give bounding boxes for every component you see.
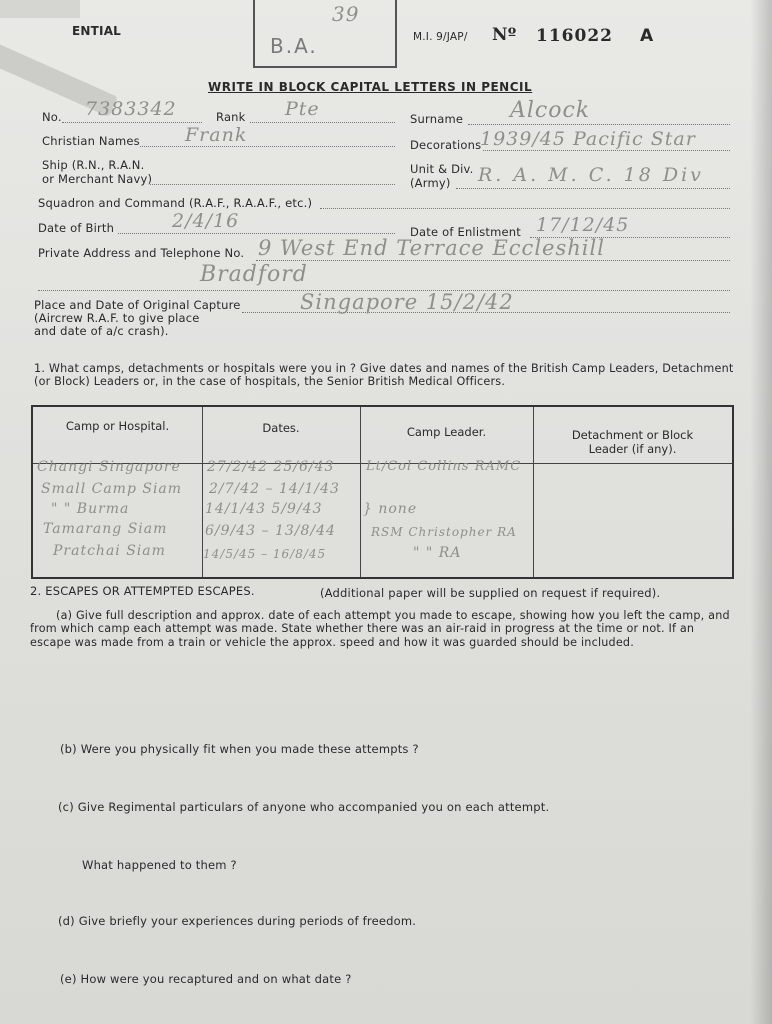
- classification-stamp: ENTIAL: [72, 24, 122, 38]
- page-edge-shadow: [750, 0, 772, 1024]
- enlistment-value: 17/12/45: [536, 214, 630, 236]
- form-code: M.I. 9/JAP/: [413, 31, 468, 43]
- squadron-line: [320, 208, 730, 209]
- unit-value: R. A. M. C. 18 Div: [478, 164, 704, 186]
- header-camp-leader: Camp Leader.: [406, 425, 487, 439]
- table-row: 27/2/42 25/6/43: [207, 459, 335, 475]
- dob-label: Date of Birth: [38, 221, 115, 235]
- address-value-1: 9 West End Terrace Eccleshill: [258, 236, 605, 260]
- box-number: 39: [332, 2, 360, 26]
- ship-line: [150, 184, 395, 185]
- unit-label-1: Unit & Div.: [410, 162, 474, 176]
- table-row: 2/7/42 – 14/1/43: [209, 481, 340, 497]
- dob-line: [118, 233, 395, 234]
- question-2-note: (Additional paper will be supplied on request if required).: [320, 586, 661, 600]
- header-detachment: Detachment or Block: [571, 428, 694, 442]
- decorations-line: [483, 150, 730, 151]
- torn-corner: [0, 0, 80, 18]
- dob-value: 2/4/16: [172, 210, 240, 232]
- question-2a-line-2: from which camp each attempt was made. State whether there was an air-raid in progress at the time or not. If an: [30, 622, 695, 635]
- table-row: Changi Singapore: [37, 459, 181, 475]
- address-line-1: [256, 260, 730, 261]
- question-2e: (e) How were you recaptured and on what date ?: [60, 972, 352, 986]
- table-row: Tamarang Siam: [43, 521, 168, 537]
- table-row: Small Camp Siam: [41, 481, 183, 497]
- service-no-line: [62, 122, 202, 123]
- service-no-label: No.: [42, 110, 62, 124]
- question-1-line-2: (or Block) Leaders or, in the case of hospitals, the Senior British Medical Officers.: [34, 375, 506, 388]
- squadron-label: Squadron and Command (R.A.F., R.A.A.F., etc.): [38, 196, 313, 210]
- capture-label-1: Place and Date of Original Capture: [34, 298, 241, 312]
- table-row: " " RA: [413, 545, 462, 561]
- capture-label-3: and date of a/c crash).: [34, 324, 169, 338]
- capture-value: Singapore 15/2/42: [300, 290, 514, 314]
- question-2b: (b) Were you physically fit when you made these attempts ?: [60, 742, 419, 756]
- ship-label-2: or Merchant Navy): [42, 172, 153, 186]
- form-number: 116022: [536, 26, 613, 46]
- box-initials: B.A.: [270, 34, 318, 58]
- rank-label: Rank: [216, 110, 246, 124]
- header-camp: Camp or Hospital.: [65, 419, 170, 433]
- question-1-line-1: 1. What camps, detachments or hospitals were you in ? Give dates and names of the British Camp Leaders, Detachment: [34, 362, 734, 375]
- question-2d: (d) Give briefly your experiences during periods of freedom.: [58, 914, 417, 928]
- form-instruction: WRITE IN BLOCK CAPITAL LETTERS IN PENCIL: [208, 80, 533, 94]
- question-2c: (c) Give Regimental particulars of anyone who accompanied you on each attempt.: [58, 800, 550, 814]
- decorations-value: 1939/45 Pacific Star: [480, 128, 696, 150]
- christian-names-value: Frank: [185, 124, 248, 146]
- header-detachment-2: Leader (if any).: [588, 442, 677, 456]
- christian-names-label: Christian Names: [42, 134, 140, 148]
- question-2a-line-3: escape was made from a train or vehicle the approx. speed and how it was guarded should be included.: [30, 636, 634, 649]
- camps-table: [31, 405, 734, 579]
- table-row: 6/9/43 – 13/8/44: [205, 523, 336, 539]
- rank-line: [250, 122, 395, 123]
- ship-label-1: Ship (R.N., R.A.N.: [42, 158, 145, 172]
- table-row: 14/5/45 – 16/8/45: [203, 547, 327, 561]
- number-label: Nº: [492, 25, 517, 45]
- address-label: Private Address and Telephone No.: [38, 246, 245, 260]
- question-2c-followup: What happened to them ?: [82, 858, 237, 872]
- header-dates: Dates.: [262, 421, 300, 435]
- christian-names-line: [140, 146, 395, 147]
- address-value-2: Bradford: [200, 262, 308, 287]
- question-2-title: 2. ESCAPES OR ATTEMPTED ESCAPES.: [30, 584, 255, 598]
- surname-line: [468, 124, 730, 125]
- table-row: Lt/Col Collins RAMC: [366, 459, 522, 474]
- table-row: Pratchai Siam: [53, 543, 166, 559]
- unit-label-2: (Army): [410, 176, 451, 190]
- table-row: } none: [363, 501, 418, 517]
- decorations-label: Decorations: [410, 138, 482, 152]
- rank-value: Pte: [285, 98, 320, 120]
- service-no-value: 7383342: [85, 98, 177, 120]
- enlistment-label: Date of Enlistment: [410, 225, 522, 239]
- table-row: RSM Christopher RA: [371, 525, 517, 539]
- surname-label: Surname: [410, 112, 464, 126]
- surname-value: Alcock: [510, 98, 591, 123]
- table-row: " " Burma: [51, 501, 130, 517]
- series-letter: A: [640, 26, 654, 46]
- capture-label-2: (Aircrew R.A.F. to give place: [34, 311, 200, 325]
- unit-line: [456, 188, 730, 189]
- question-2a-line-1: (a) Give full description and approx. date of each attempt you made to escape, showing how you left the camp, and: [56, 609, 730, 622]
- table-row: 14/1/43 5/9/43: [205, 501, 323, 517]
